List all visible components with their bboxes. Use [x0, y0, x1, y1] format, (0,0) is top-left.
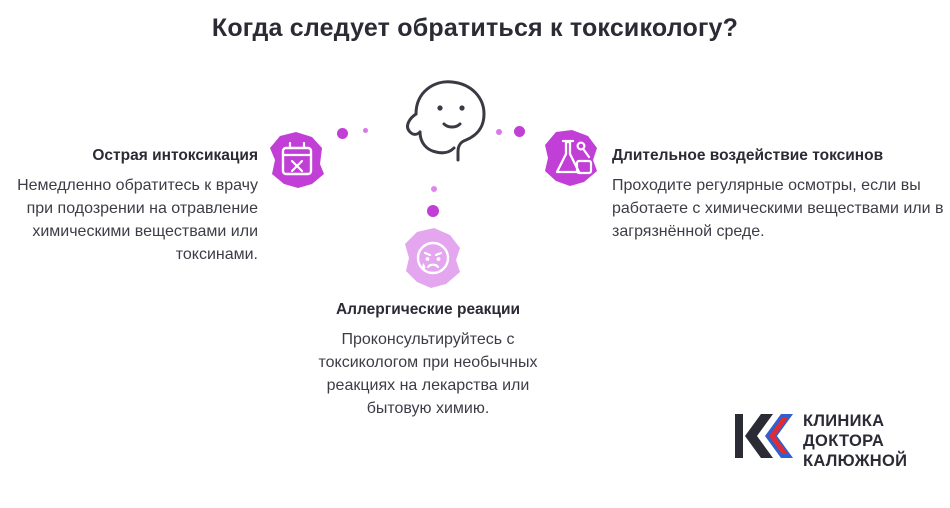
logo-line-2: ДОКТОРА	[803, 432, 885, 451]
section-chronic	[612, 146, 950, 244]
connector-dot	[431, 186, 437, 192]
section-allergy-body: Проконсультируйтесь с токсикологом при необычных реакциях на лекарства или бытовую химию.	[318, 331, 538, 417]
section-acute-body: Немедленно обратитесь к врачу при подозрении на отравление химическими веществами или токсинами.	[17, 177, 258, 263]
section-allergy	[300, 300, 556, 420]
clinic-logo-text	[803, 411, 907, 471]
connector-dot	[514, 126, 525, 137]
chemical-lab-icon	[540, 128, 602, 190]
connector-dot	[496, 129, 502, 135]
connector-dot	[427, 205, 439, 217]
section-chronic-heading: Длительное воздействие токсинов	[612, 147, 884, 164]
section-acute-heading: Острая интоксикация	[92, 147, 258, 164]
section-allergy-heading: Аллергические реакции	[335, 301, 521, 318]
connector-dot	[363, 128, 368, 133]
section-acute	[0, 146, 258, 266]
connector-dot	[337, 128, 348, 139]
section-chronic-body: Проходите регулярные осмотры, если вы работаете с химическими веществами или в загрязнённой среде.	[612, 177, 944, 240]
page-title: Когда следует обратиться к токсикологу?	[211, 14, 739, 42]
logo-line-3: КАЛЮЖНОЙ	[803, 452, 908, 471]
allergic-face-icon	[400, 226, 466, 292]
logo-line-1: КЛИНИКА	[803, 412, 885, 430]
poison-bottle-icon	[266, 130, 328, 192]
thinking-head-icon	[392, 74, 502, 164]
double-k-logo-icon	[735, 412, 795, 460]
clinic-logo	[735, 408, 935, 470]
